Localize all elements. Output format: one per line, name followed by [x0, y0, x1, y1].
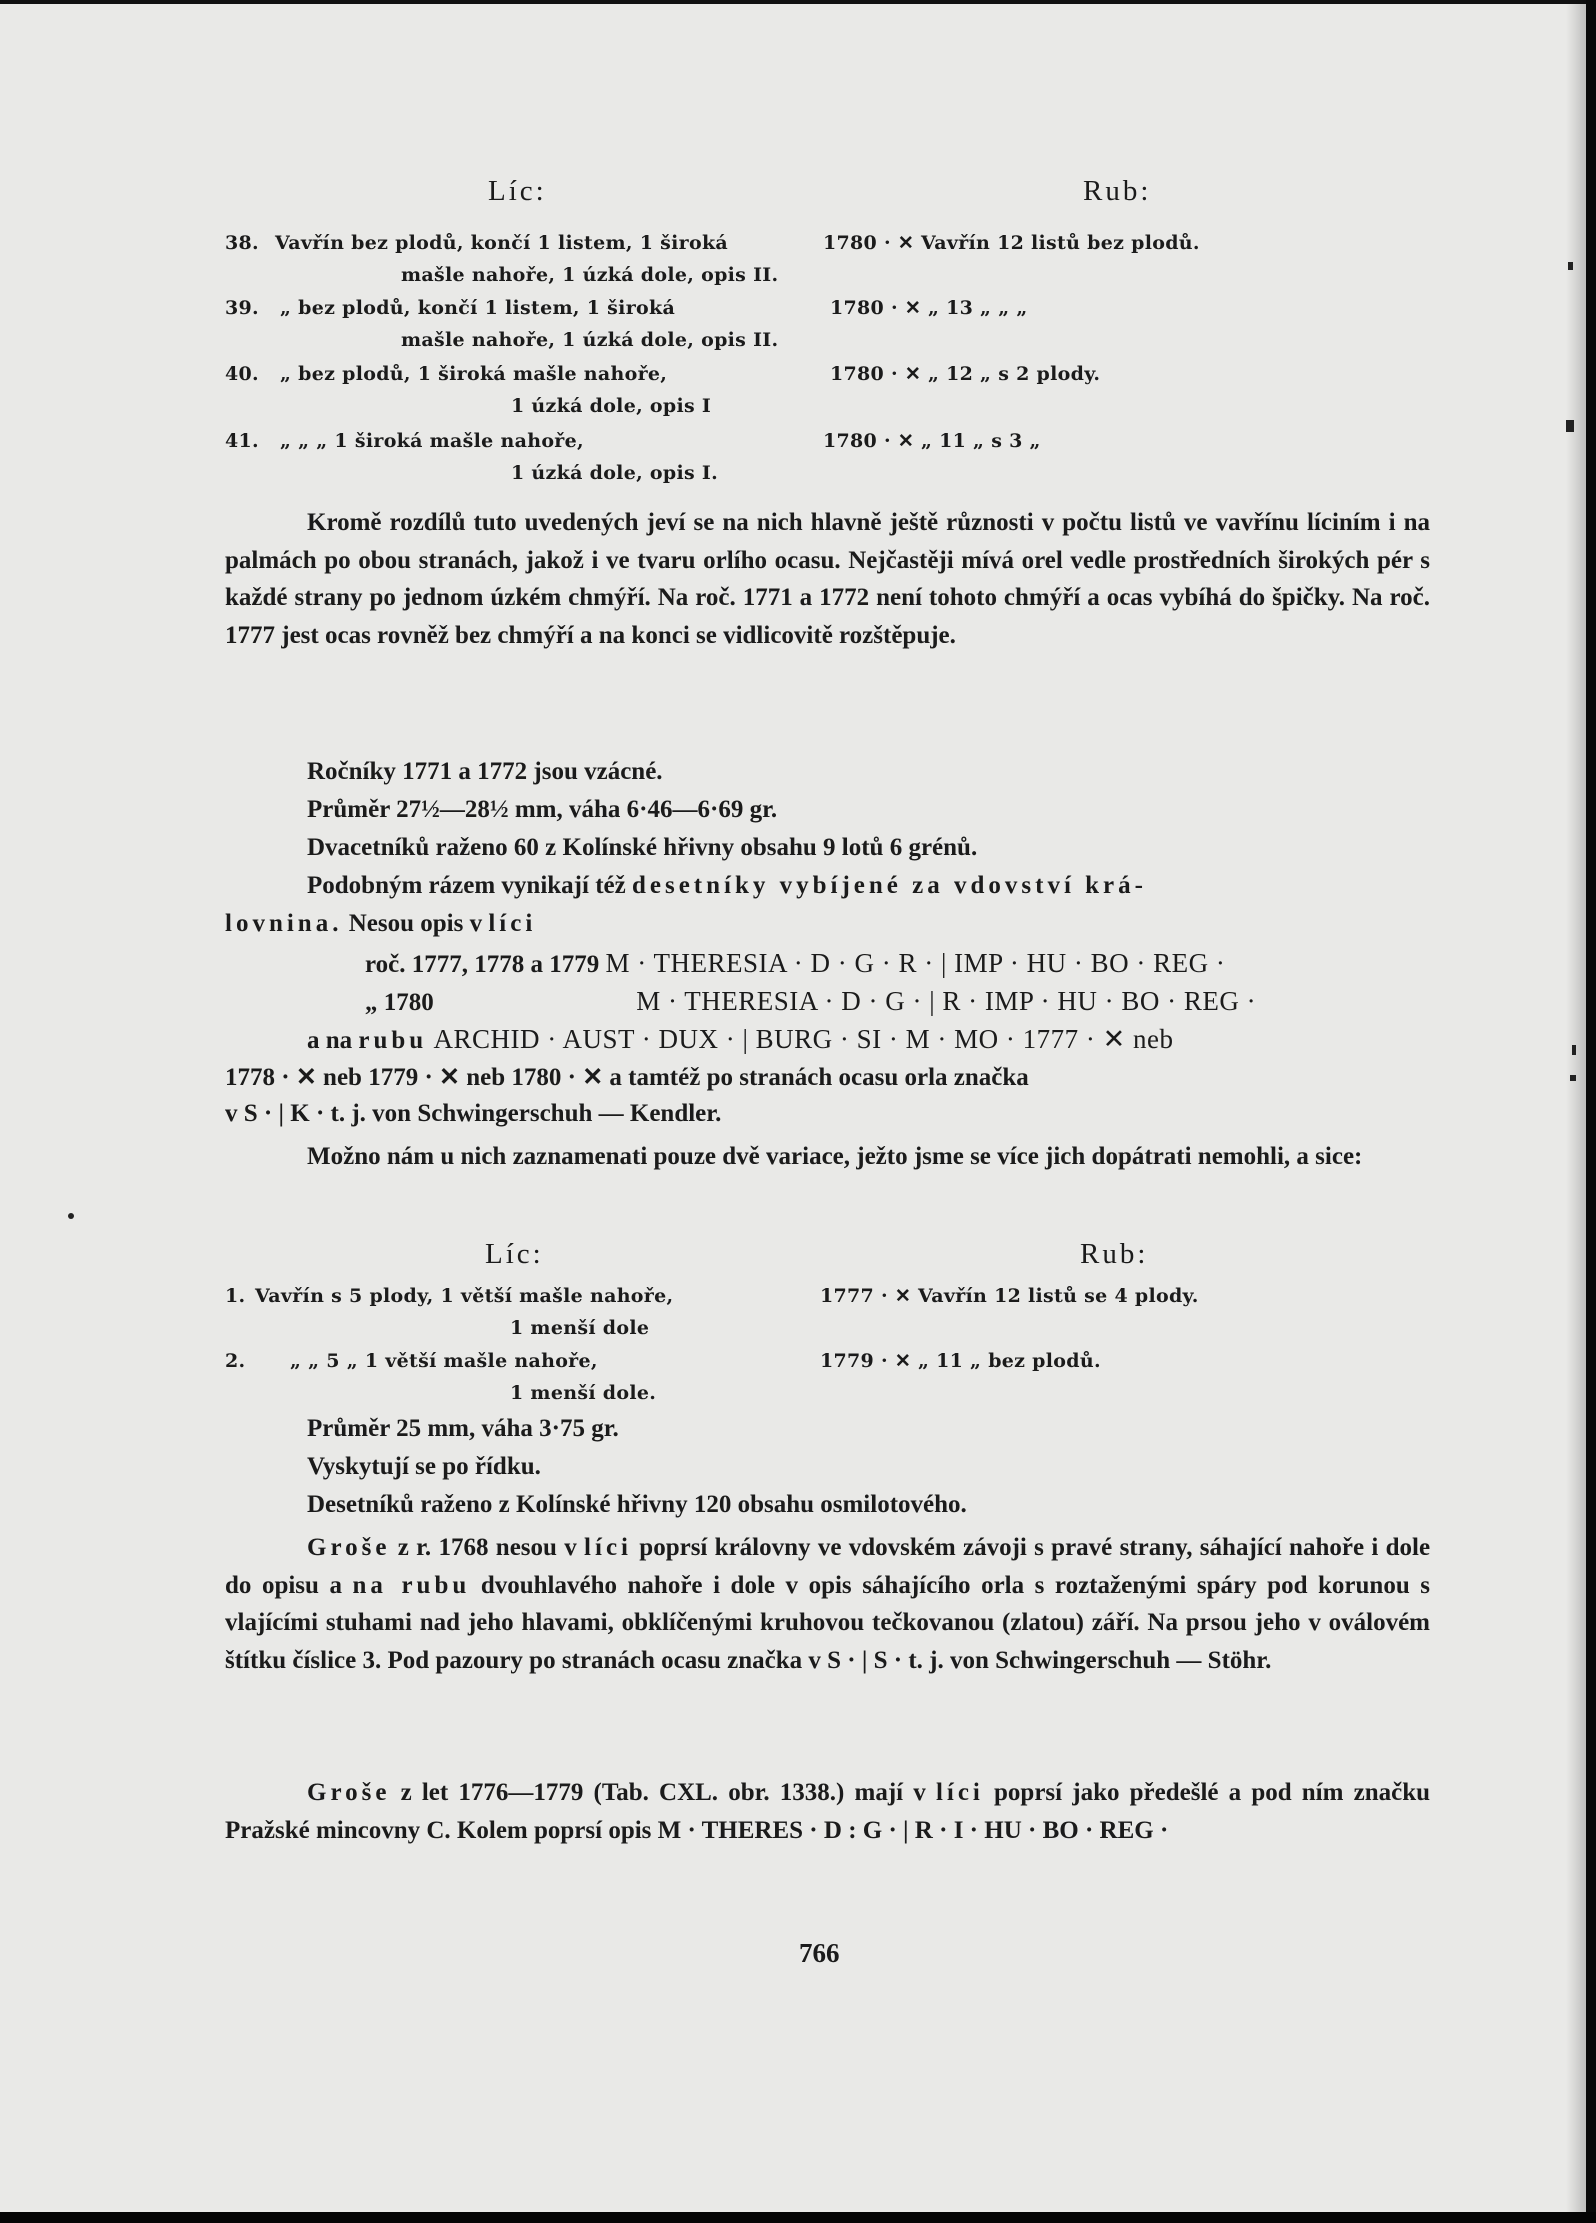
inscription-text: M · THERESIA · D · G · | R · IMP · HU · BO · REG ·	[636, 986, 1257, 1016]
margin-mark	[68, 1213, 74, 1219]
paragraph-variations: Možno nám u nich zaznamenati pouze dvě variace, ježto jsme se více jich dopátrati nemohli, a sice:	[307, 1143, 1363, 1170]
row-lic-line2: 1 menší dole.	[510, 1382, 657, 1404]
line-vyskytuji: Vyskytují se po řídku.	[307, 1453, 541, 1480]
emphasis: líci	[584, 1534, 632, 1561]
row-lic-line2: 1 úzká dole, opis I.	[511, 462, 719, 484]
row-number: 38.	[225, 232, 259, 254]
scan-border-right	[1586, 0, 1596, 2223]
row-number: 40.	[225, 363, 259, 385]
row-number: 41.	[225, 430, 259, 452]
line-rocniky: Ročníky 1771 a 1772 jsou vzácné.	[307, 758, 663, 785]
inscription-years: roč. 1777, 1778 a 1779	[365, 951, 600, 978]
row-rub: 1780 · ✕ „ 12 „ s 2 plody.	[830, 363, 1101, 385]
paragraph-grose-1776	[225, 1774, 1430, 1849]
line-desetniky-1	[307, 872, 1147, 900]
row-number: 39.	[225, 297, 259, 319]
paragraph-differences: Kromě rozdílů tuto uvedených jeví se na nich hlavně ještě různosti v počtu listů ve vavřínu líciním i na palmách po obou stranách, jakož i ve tvaru orlího ocasu. Nejčastěji mívá orel vedle prostředních širokých pér s každé strany po jednom úzkém chmýří. Na roč. 1771 a 1772 není tohoto chmýří a ocas vybíhá do špičky. Na roč. 1777 jest ocas rovněž bez chmýří a na konci se vidlicovitě rozštěpuje.	[225, 509, 1430, 649]
row-rub: 1777 · ✕ Vavřín 12 listů se 4 plody.	[820, 1285, 1199, 1307]
scan-border-bottom	[0, 2212, 1596, 2223]
margin-mark	[1570, 1075, 1576, 1081]
row-rub: 1780 · ✕ „ 11 „ s 3 „	[823, 430, 1041, 452]
emphasis: Groše	[307, 1534, 391, 1561]
line-prumer: Průměr 27½—28½ mm, váha 6·46—6·69 gr.	[307, 796, 778, 823]
row-rub: 1779 · ✕ „ 11 „ bez plodů.	[820, 1350, 1101, 1372]
text: poprsí jako předešlé a pod ním značku Pražské mincovny C. Kolem poprsí opis M · THERES · D : G · | R · I · HU · BO · REG ·	[225, 1779, 1431, 1844]
text: z r. 1768 nesou v	[397, 1534, 577, 1561]
row-lic-line1: „ „ „ 1 široká mašle nahoře,	[280, 430, 584, 452]
row-rub: 1780 · ✕ „ 13 „ „ „	[830, 297, 1028, 319]
inscription-line-2	[365, 986, 1256, 1017]
inscription-line-3	[307, 1024, 1173, 1055]
line-desetniky-2	[225, 910, 536, 938]
paragraph-grose-1768	[225, 1529, 1430, 1679]
inscription-line-4: 1778 · ✕ neb 1779 · ✕ neb 1780 · ✕ a tamtéž po stranách ocasu orla značka	[225, 1064, 1029, 1091]
margin-mark	[1566, 420, 1574, 432]
text: Podobným rázem vynikají též	[307, 872, 626, 899]
row-lic-line1: Vavřín s 5 plody, 1 větší mašle nahoře,	[255, 1285, 674, 1307]
scan-border-top	[0, 0, 1596, 4]
line-prumer-2: Průměr 25 mm, váha 3·75 gr.	[307, 1415, 619, 1442]
line-dvacetniku: Dvacetníků raženo 60 z Kolínské hřivny obsahu 9 lotů 6 grénů.	[307, 834, 978, 861]
emphasis: líci	[488, 910, 537, 937]
text: a na	[307, 1027, 353, 1054]
emphasis: rubu	[358, 1027, 428, 1054]
emphasis: na rubu	[352, 1571, 471, 1599]
text: Nesou opis v	[348, 910, 483, 937]
line-desetniku: Desetníků raženo z Kolínské hřivny 120 obsahu osmilotového.	[307, 1491, 967, 1518]
row-lic-line2: 1 úzká dole, opis I	[511, 395, 712, 417]
inscription-years: „ 1780	[365, 989, 434, 1016]
page-number: 766	[799, 1938, 840, 1968]
emphasis: líci	[935, 1779, 984, 1806]
row-lic-line2: 1 menší dole	[510, 1317, 650, 1339]
row-rub: 1780 · ✕ Vavřín 12 listů bez plodů.	[823, 232, 1200, 254]
emphasis: Groše	[307, 1779, 391, 1806]
lic-heading: Líc:	[485, 1238, 544, 1270]
inscription-text: M · THERESIA · D · G · R · | IMP · HU · BO · REG ·	[605, 948, 1226, 978]
lic-heading: Líc:	[488, 175, 547, 207]
row-lic-line1: „ „ 5 „ 1 větší mašle nahoře,	[290, 1350, 598, 1372]
text: dvouhlavého nahoře i dole v opis sáhajícího orla s roztaženými spáry pod korunou s vlajícími stuhami nad jeho hlavami, obklíčenými kruhovou tečkovanou (zlatou) září. Na prsou jeho v oválovém štítku číslice 3. Pod pazoury po stranách ocasu značka v S · | S · t. j. von Schwingerschuh — Stöhr.	[225, 1571, 1431, 1674]
row-lic-line1: „ bez plodů, 1 široká mašle nahoře,	[280, 363, 668, 385]
text: poprsí královny ve vdovském závoji s pravé strany, sáhající nahoře i dole do opisu a	[225, 1534, 1431, 1599]
margin-mark	[1568, 262, 1573, 270]
inscription-line-5: v S · | K · t. j. von Schwingerschuh — Kendler.	[225, 1100, 722, 1127]
text: z let 1776—1779 (Tab. CXL. obr. 1338.) mají v	[400, 1779, 926, 1806]
row-lic-line1: Vavřín bez plodů, končí 1 listem, 1 široká	[275, 232, 729, 254]
row-number: 1.	[225, 1285, 246, 1307]
inscription-line-1	[365, 948, 1225, 979]
row-number: 2.	[225, 1350, 246, 1372]
row-lic-line2: mašle nahoře, 1 úzká dole, opis II.	[401, 329, 779, 351]
rub-heading: Rub:	[1083, 175, 1152, 207]
row-lic-line2: mašle nahoře, 1 úzká dole, opis II.	[401, 264, 779, 286]
emphasis: desetníky vybíjené za vdovství krá-	[631, 872, 1147, 899]
emphasis: lovnina.	[225, 910, 343, 937]
rub-heading: Rub:	[1080, 1238, 1149, 1270]
margin-mark	[1572, 1045, 1576, 1055]
scan-shadow-right	[1566, 0, 1586, 2212]
row-lic-line1: „ bez plodů, končí 1 listem, 1 široká	[280, 297, 676, 319]
inscription-text: ARCHID · AUST · DUX · | BURG · SI · M · MO · 1777 · ✕ neb	[433, 1024, 1174, 1054]
